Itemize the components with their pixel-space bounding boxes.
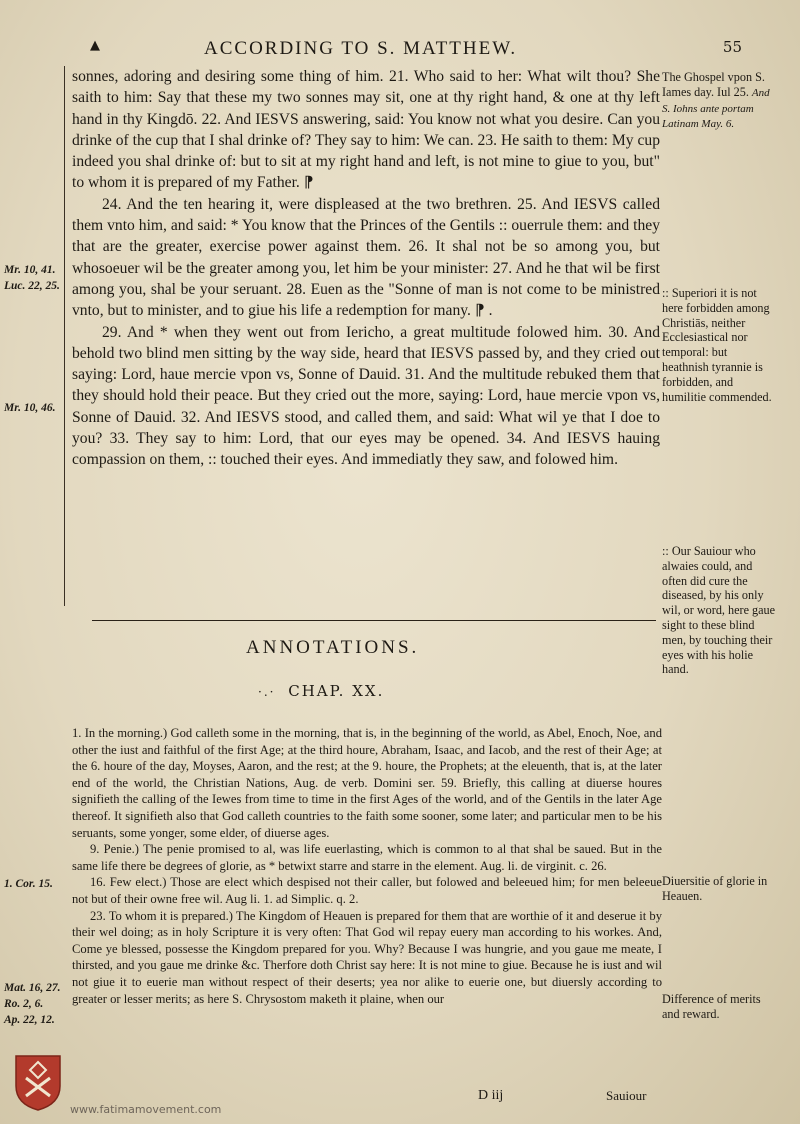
scripture-text bbox=[72, 66, 660, 471]
chapter-ornament: ·.· bbox=[258, 685, 276, 699]
annotation-paragraph-1: 1. In the morning.) God calleth some in the morning, that is, in the beginning of the world, as Abel, Enoch, Noe, and other the iust and faithful of the first Age; at the third houre, Abraham, Isaac, and Iacob, and the rest of their Age; at the 6. houre of the day, Moyses, Aaron, and the rest; at the 9. houre, the Prophets; at the eleuenth, that is, at the later end of the world, the Christian Nations, Aug. de verb. Domini ser. 59. Briefly, this calling at diuerse houres signifieth the calling of the Iewes from time to time in the first Ages of the world, and of the Gentils in the later Age thereof. It signifieth also that God calleth countries to the faith some sooner, some later; and particular men to be his seruants, some yonger, some elder, of diuerse ages. bbox=[72, 726, 662, 840]
scripture-paragraph-2: 24. And the ten hearing it, were displeased at the two brethren. 25. And IESVS called them vnto him, and said: * You know that the Princes of the Gentils :: ouerrule them: and they that are the greater, exercise power against them. 26. It shal not be so among you, but whosoeuer wil be the greater among you, let him be your minister: 27. And he that wil be first among you, shal be your seruant. 28. Euen as the "Sonne of man is not come to be ministred vnto, but to minister, and to giue his life a redemption for many. ⁋ . bbox=[72, 195, 660, 320]
right-note-gospel-italic: And S. Iohns ante portam Latinam May. 6. bbox=[662, 86, 770, 131]
running-header bbox=[86, 38, 766, 64]
scripture-paragraph-3: 29. And * when they went out from Iericho, a great multitude folowed him. 30. And behold two blind men sitting by the way side, heard that IESVS passed by, and they cried out saying: Lord, haue mercie vpon vs, Sonne of Dauid. 31. And the multitude rebuked them that they should hold their peace. But they cried out the more, saying: Lord, haue mercie vpon vs, Sonne of Dauid. 32. And IESVS stood, and called them, and said: What wil ye that I doe to you? 33. They say to him: Lord, that our eyes may be opened. 34. And IESVS hauing compassion on them, :: touched their eyes. And immediatly they saw, and folowed him. bbox=[72, 323, 660, 469]
annotation-paragraph-2: 9. Penie.) The penie promised to al, was life euerlasting, which is common to al that shal be saued. But in the same life there be degrees of glorie, as * betwixt starre and starre in the element. Aug. li. de virginit. c. 26. bbox=[72, 842, 662, 873]
catchword: Sauiour bbox=[606, 1088, 647, 1103]
signature-mark: D iij bbox=[478, 1088, 504, 1103]
website-watermark: www.fatimamovement.com bbox=[70, 1103, 222, 1116]
header-mark: ▲ bbox=[90, 38, 100, 53]
annotation-paragraph-3: 16. Few elect.) Those are elect which despised not their caller, but folowed and beleeued him; for men beleeue not but of their owne free wil. Aug li. 1. ad Simplic. q. 2. bbox=[72, 875, 662, 906]
page-title: ACCORDING TO S. MATTHEW. bbox=[204, 38, 518, 59]
right-note-superiors: :: Superiori it is not here forbidden among Christiās, neither Ecclesiastical nor temporal: but heathnish tyrannie is forbidden, and humilitie commended. bbox=[662, 286, 772, 404]
left-note-reference-2: Mr. 10, 46. bbox=[4, 402, 56, 414]
chapter-label: CHAP. XX. bbox=[288, 682, 385, 700]
papal-emblem-icon bbox=[12, 1052, 64, 1112]
left-note-reference-3: 1. Cor. 15. bbox=[4, 878, 53, 890]
right-note-difference-of-merits: Difference of merits and reward. bbox=[662, 992, 761, 1021]
annotations-heading: ANNOTATIONS. bbox=[246, 637, 420, 658]
margin-rule bbox=[64, 66, 65, 606]
section-divider bbox=[92, 620, 656, 621]
right-note-gospel bbox=[662, 70, 776, 132]
left-note-reference-4: Mat. 16, 27. Ro. 2, 6. Ap. 22, 12. bbox=[4, 982, 61, 1026]
scripture-paragraph-1: sonnes, adoring and desiring some thing of him. 21. Who said to her: What wilt thou? She saith to him: Say that these my two sonnes may sit, one at thy right hand, & one at thy left hand in thy Kingdō. 22. And IESVS answering, said: You know not what you desire. Can you drinke of the cup that I shal drinke of? They say to him: We can. 23. He saith to them: My cup indeed you shal drinke of: but to sit at my right hand and left, is not mine to giue to you, but" to whom it is prepared of my Father. ⁋ bbox=[72, 68, 660, 192]
left-note-reference-1: Mr. 10, 41. Luc. 22, 25. bbox=[4, 264, 60, 292]
right-note-diversity-of-glory: Diuersitie of glorie in Heauen. bbox=[662, 874, 768, 903]
page-number: 55 bbox=[722, 38, 742, 56]
right-note-gospel-main: The Ghospel vpon S. Iames day. Iul 25. bbox=[662, 70, 765, 99]
right-note-our-saviour: :: Our Sauiour who alwaies could, and often did cure the diseased, by his only wil, or word, here gaue sight to these blind men, by touching their eyes with his holie hand. bbox=[662, 544, 776, 677]
annotation-paragraph-4: 23. To whom it is prepared.) The Kingdom of Heauen is prepared for them that are worthie of it and deserue it by their wel doing; as in holy Scripture it is very often: That God wil repay euery man according to his workes. And, Come ye blessed, possesse the Kingdom prepared for you. Why? Because I was hungrie, and you gaue me meate, I thirsted, and you gaue me drinke &c. Therfore doth Christ say here: It is not mine to giue. Because he is iust and wil not giue it to euerie man without respect of their deserts; yea nor alike to euerie one, but diuersly according to greater or lesser merits; as here S. Chrysostom maketh it plaine, when our bbox=[72, 908, 662, 1006]
chapter-heading bbox=[258, 682, 384, 700]
annotations-body bbox=[72, 725, 662, 1007]
